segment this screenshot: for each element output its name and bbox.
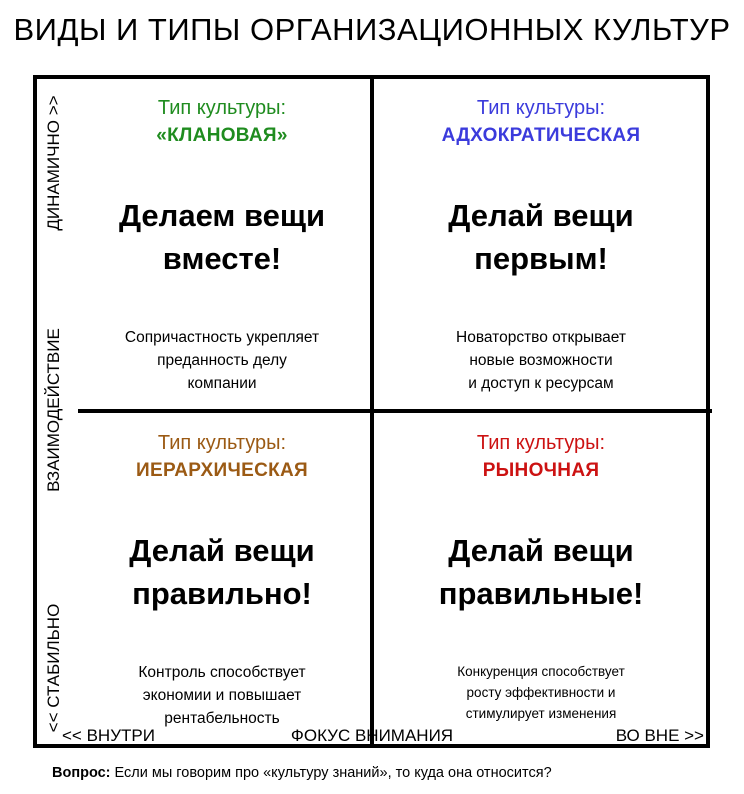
- quadrant-market: [374, 430, 708, 724]
- motto: [374, 194, 708, 280]
- description: [74, 661, 370, 730]
- horizontal-divider: [78, 409, 712, 413]
- motto-line: Делай вещи: [448, 533, 634, 568]
- description: [374, 661, 708, 724]
- description-line: Конкуренция способствует: [457, 664, 625, 679]
- description-line: компании: [187, 375, 257, 392]
- description-line: и доступ к ресурсам: [468, 375, 614, 392]
- motto-line: вместе!: [162, 241, 282, 276]
- type-label: Тип культуры:: [476, 432, 606, 454]
- motto-line: первым!: [474, 241, 608, 276]
- type-name: РЫНОЧНАЯ: [482, 460, 600, 481]
- question-body: Если мы говорим про «культуру знаний», то куда она относится?: [110, 765, 552, 781]
- description-line: новые возможности: [469, 352, 613, 369]
- description: [74, 326, 370, 395]
- motto-line: правильно!: [132, 576, 312, 611]
- motto-line: правильные!: [438, 576, 644, 611]
- type-label: Тип культуры:: [157, 97, 287, 119]
- question-text: [52, 765, 552, 781]
- quadrant-clan: [74, 95, 370, 395]
- description-line: стимулирует изменения: [465, 706, 617, 721]
- description-line: экономии и повышает: [142, 687, 302, 704]
- description-line: преданность делу: [157, 352, 287, 369]
- type-name: ИЕРАРХИЧЕСКАЯ: [136, 460, 308, 481]
- axis-label-interaction: ВЗАИМОДЕЙСТВИЕ: [44, 328, 63, 492]
- axis-label-stable: << СТАБИЛЬНО: [44, 603, 63, 733]
- description-line: Контроль способствует: [138, 664, 306, 681]
- motto: [74, 194, 370, 280]
- axis-label-dynamic: ДИНАМИЧНО >>: [44, 95, 63, 231]
- axis-label-inside: << ВНУТРИ: [62, 726, 155, 745]
- motto-line: Делай вещи: [129, 533, 315, 568]
- axis-label-focus: ФОКУС ВНИМАНИЯ: [290, 726, 454, 745]
- question-prefix: Вопрос:: [52, 765, 111, 781]
- description-line: росту эффективности и: [466, 685, 616, 700]
- description-line: рентабельность: [164, 710, 280, 727]
- description-line: Новаторство открывает: [456, 329, 626, 346]
- type-name: АДХОКРАТИЧЕСКАЯ: [441, 125, 641, 146]
- type-label: Тип культуры:: [476, 97, 606, 119]
- motto: [374, 529, 708, 615]
- page-title: ВИДЫ И ТИПЫ ОРГАНИЗАЦИОННЫХ КУЛЬТУР: [13, 12, 731, 47]
- description: [374, 326, 708, 395]
- motto-line: Делай вещи: [448, 198, 634, 233]
- axis-label-outside: ВО ВНЕ >>: [615, 726, 704, 745]
- quadrant-adhocracy: [374, 95, 708, 395]
- motto: [74, 529, 370, 615]
- motto-line: Делаем вещи: [118, 198, 326, 233]
- type-label: Тип культуры:: [157, 432, 287, 454]
- description-line: Сопричастность укрепляет: [124, 329, 320, 346]
- type-name: «КЛАНОВАЯ»: [156, 125, 288, 146]
- quadrant-hierarchy: [74, 430, 370, 730]
